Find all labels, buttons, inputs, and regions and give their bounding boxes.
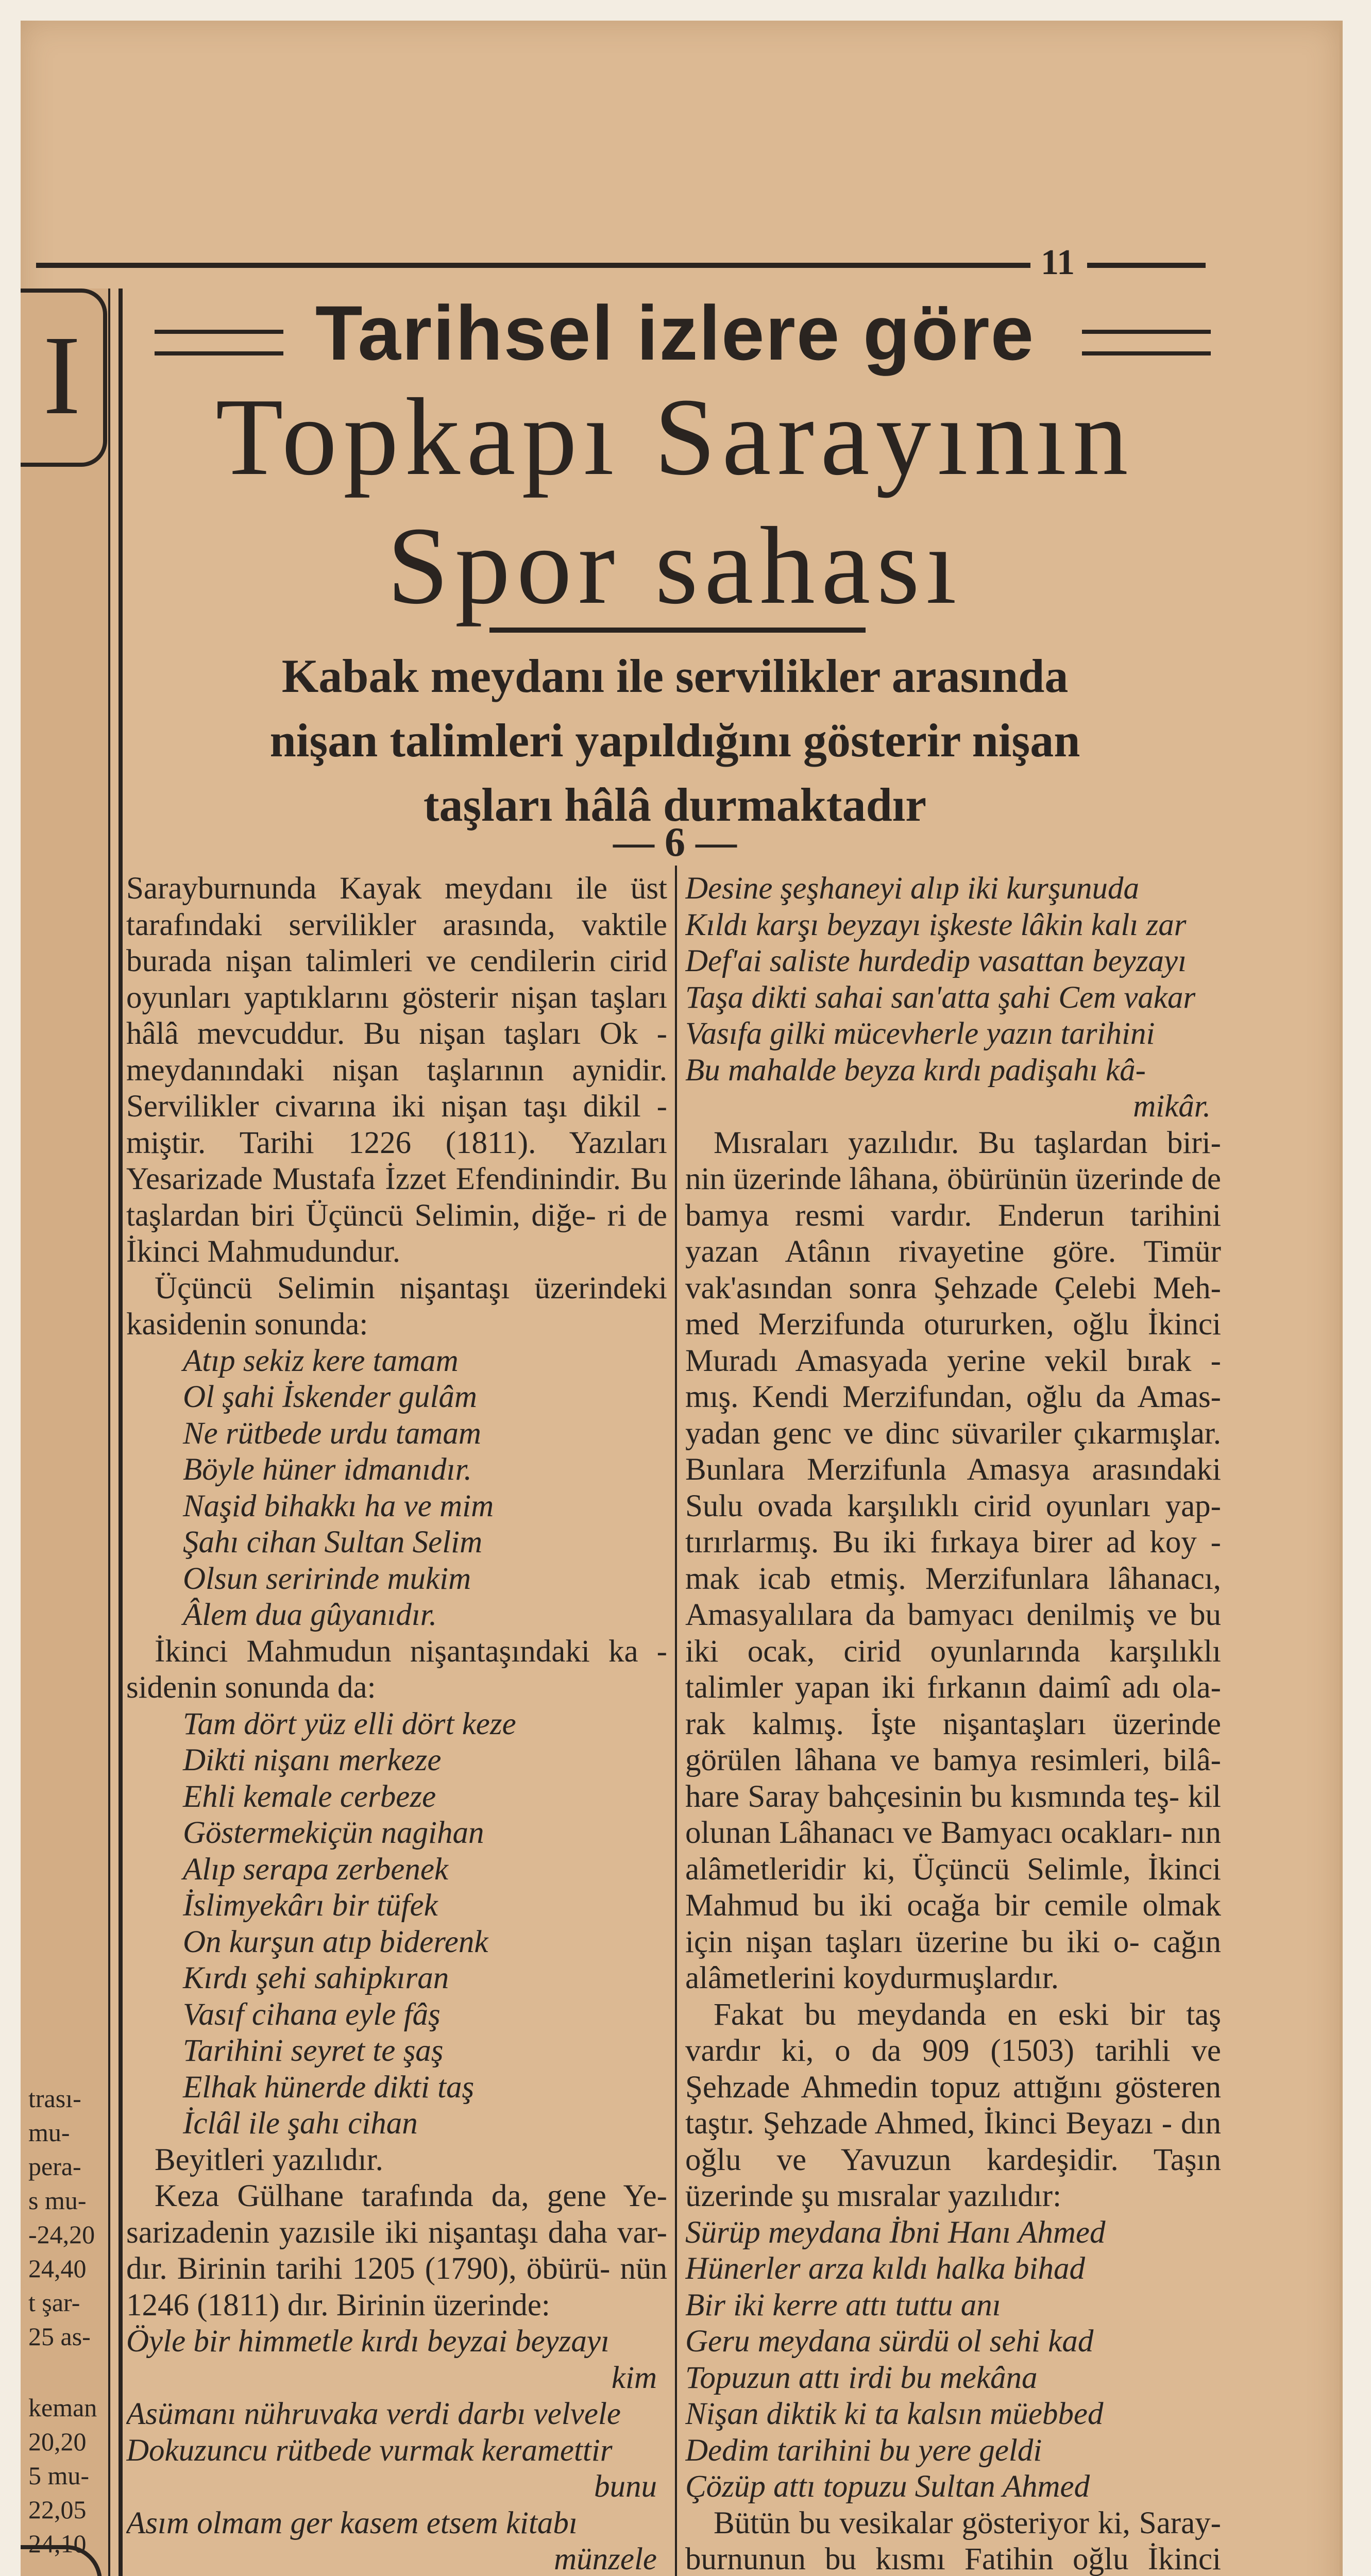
subheadline-line: nişan talimleri yapıldığını gösterir nişan [269,714,1080,767]
body-paragraph: İkinci Mahmudun nişantaşındaki ka - sidenin sonunda da: [126,1634,667,1705]
verse-line: Nişan diktik ki ta kalsın müebbed [685,2397,1104,2431]
right-article-column [685,871,1221,2576]
subheadline [134,644,1216,837]
verse-line: Tarihini seyret te şaş [183,2033,444,2068]
verse-line: Ol şahi İskender gulâm [183,1380,477,1414]
verse-line: Çözüp attı topuzu Sultan Ahmed [685,2469,1090,2504]
verse-line: Alıp serapa zerbenek [183,1852,448,1887]
verse-line: Sürüp meydana İbni Hanı Ahmed [685,2215,1106,2250]
verse-line: Atıp sekiz kere tamam [183,1343,459,1378]
top-rule [36,263,1030,268]
headline-line-2: Spor sahası [387,504,963,627]
kicker-heading: Tarihsel izlere göre [315,290,1035,376]
adjacent-heading-fragment [21,289,107,467]
page-number: 11 [1041,243,1075,282]
body-paragraph: Mısraları yazılıdır. Bu taşlardan biri- nin üzerinde lâhana, öbürünün üzerinde de bamya resmi vardır. Enderun tarihini yazan Atânın rivayetine göre. Timür vak'asından sonra Şehzade Çelebi Meh- med Merzifunda otururken, oğlu İkinci Muradı Amasyada yerine vekil bırak - mış. Kendi Merzifundan, oğlu da Amas- yadan genc ve dinc süvariler çıkarmışlar. Bunlara Merzifunla Amasya arasındaki Sulu ovada karşılıklı cirid oyunları yap- tırırlarmış. Bu iki fırkaya birer ad koy - mak icab etmiş. Merzifunlara lâhanacı, Amasyalılara da bamyacı denilmiş ve bu iki ocak, cirid oyunlarında karşılıklı talimler yapan iki fırkanın daimî adı ola- rak kalmış. İşte nişantaşları üzerinde görülen lâhana ve bamya resimleri, bilâ- hare Saray bahçesinin bu kısmında teş- kil olunan Lâhanacı ve Bamyacı ocakları- nın alâmetleridir ki, Üçüncü Selimle, İkinci Mahmud bu iki ocağa bir cemile olmak için nişan taşları üzerine bu iki o- cağın alâmetlerini koydurmuşlardır. [685,1125,1221,1995]
verse-line: Bu mahalde beyza kırdı padişahı kâ- [685,1053,1146,1088]
verse-line: münzele [554,2542,657,2576]
verse-line: İclâl ile şahı cihan [183,2106,418,2141]
left-article-column [126,871,667,2576]
verse-line: Böyle hüner idmanıdır. [183,1452,472,1487]
margin-fragment-line: 5 mu- [28,2461,90,2490]
margin-fragment-line: trası- [28,2084,81,2113]
verse-line: Şahı cihan Sultan Selim [183,1525,483,1560]
margin-fragment-line: -24,20 [28,2220,95,2249]
margin-fragment-line: keman [28,2393,97,2422]
margin-fragment-line: mu- [28,2118,70,2147]
verse-line: Öyle bir himmetle kırdı beyzai beyzayı [126,2324,610,2359]
verse-line: bunu [594,2469,657,2504]
margin-fragment-line: 24,10 [28,2529,87,2558]
verse-line: Hünerler arza kıldı halka bihad [685,2251,1085,2286]
verse-line: Topuzun attı irdi bu mekâna [685,2360,1038,2395]
series-part-number: — 6 — [613,820,737,865]
body-paragraph: Beyitleri yazılıdır. [155,2142,383,2177]
verse-line: On kurşun atıp biderenk [183,1924,488,1959]
verse-line: Âlem dua gûyanıdır. [183,1598,437,1632]
verse-line: Geru meydana sürdü ol sehi kad [685,2324,1094,2359]
verse-line: Bir iki kerre attı tuttu anı [685,2287,1001,2323]
verse-line: Göstermekiçün nagihan [183,1816,484,1850]
verse-line: Elhak hünerde dikti taş [183,2070,475,2105]
margin-fragment-line: 25 as- [28,2322,91,2351]
headline-rule [489,628,866,633]
verse-line: Ne rütbede urdu tamam [183,1416,481,1451]
body-paragraph: Keza Gülhane tarafında da, gene Ye- sarizadenin yazısile iki nişantaşı daha var- dır. Birinin tarihi 1205 (1790), öbürü- nün 1246 (1811) dır. Birinin üzerinde: [126,2179,667,2323]
verse-line: kim [611,2360,657,2395]
subheadline-line: Kabak meydanı ile servilikler arasında [281,650,1069,702]
body-paragraph: Sarayburnunda Kayak meydanı ile üst tarafındaki servilikler arasında, vaktile burada nişan talimleri ve cendilerin cirid oyunları yaptıklarını gösterir nişan taşları hâlâ mevcuddur. Bu nişan taşları Ok - meydanındaki nişan taşlarının aynidir. Servilikler civarına iki nişan taşı dikil - miştir. Tarihi 1226 (1811). Yazıları Yesarizade Mustafa İzzet Efendinindir. Bu taşlardan biri Üçüncü Selimin, diğe- ri de İkinci Mahmudundur. [126,871,667,1269]
column-rule [119,289,123,2576]
verse-line: Vasıfa gilki mücevherle yazın tarihini [685,1016,1155,1051]
verse-line: Naşid bihakkı ha ve mim [183,1488,494,1523]
verse-line: Kıldı karşı beyzayı işkeste lâkin kalı zar [685,907,1187,942]
verse-line: Def'ai saliste hurdedip vasattan beyzayı [685,944,1187,978]
margin-fragment-line: 24,40 [28,2254,87,2283]
top-rule-right [1087,263,1206,268]
verse-line: Dikti nişanı merkeze [183,1743,442,1777]
verse-line: Olsun seririnde mukim [183,1561,471,1596]
margin-fragment-line: 20,20 [28,2427,87,2456]
verse-line: Taşa dikti sahai san'atta şahi Cem vakar [685,980,1196,1015]
verse-line: Tam dört yüz elli dört keze [183,1706,516,1741]
verse-line: Asım olmam ger kasem etsem kitabı [126,2505,578,2540]
verse-line: Desine şeşhaneyi alıp iki kurşunuda [685,871,1139,906]
margin-fragment-line: s mu- [28,2186,87,2215]
subheadline-line: taşları hâlâ durmaktadır [423,778,927,831]
verse-line: Dokuzuncu rütbede vurmak keramettir [126,2433,613,2468]
margin-fragment-line: 22,05 [28,2495,87,2524]
verse-line: Asümanı nühruvaka verdi darbı velvele [126,2397,621,2431]
headline-line-1: Topkapı Sarayının [215,375,1135,498]
margin-fragment-line: pera- [28,2152,81,2181]
margin-fragment-2 [28,2391,111,2561]
center-column-rule [675,866,677,2576]
body-paragraph: Bütün bu vesikalar gösteriyor ki, Saray- burnunun bu kısmı Fatihin oğlu İkinci [685,2505,1221,2576]
verse-line: Ehli kemale cerbeze [183,1779,436,1814]
body-paragraph: Üçüncü Selimin nişantaşı üzerindeki kasidenin sonunda: [126,1270,667,1342]
margin-fragment-1 [28,2081,111,2353]
bracket-letter: I [43,312,81,438]
verse-line: Kırdı şehi sahipkıran [183,1961,449,1995]
verse-line: Dedim tarihini bu yere geldi [685,2433,1042,2468]
verse-line: İslimyekârı bir tüfek [183,1888,438,1923]
verse-line: mikâr. [1133,1089,1211,1124]
body-paragraph: Fakat bu meydanda en eski bir taş vardır ki, o da 909 (1503) tarihli ve Şehzade Ahmedin topuz attığını gösteren taştır. Şehzade Ahmed, İkinci Beyazı - dın oğlu ve Yavuzun kardeşidir. Taşın üzerinde şu mısralar yazılıdır: [685,1997,1221,2213]
verse-line: Vasıf cihana eyle fâş [183,1997,441,2032]
margin-fragment-line: t şar- [28,2288,80,2317]
